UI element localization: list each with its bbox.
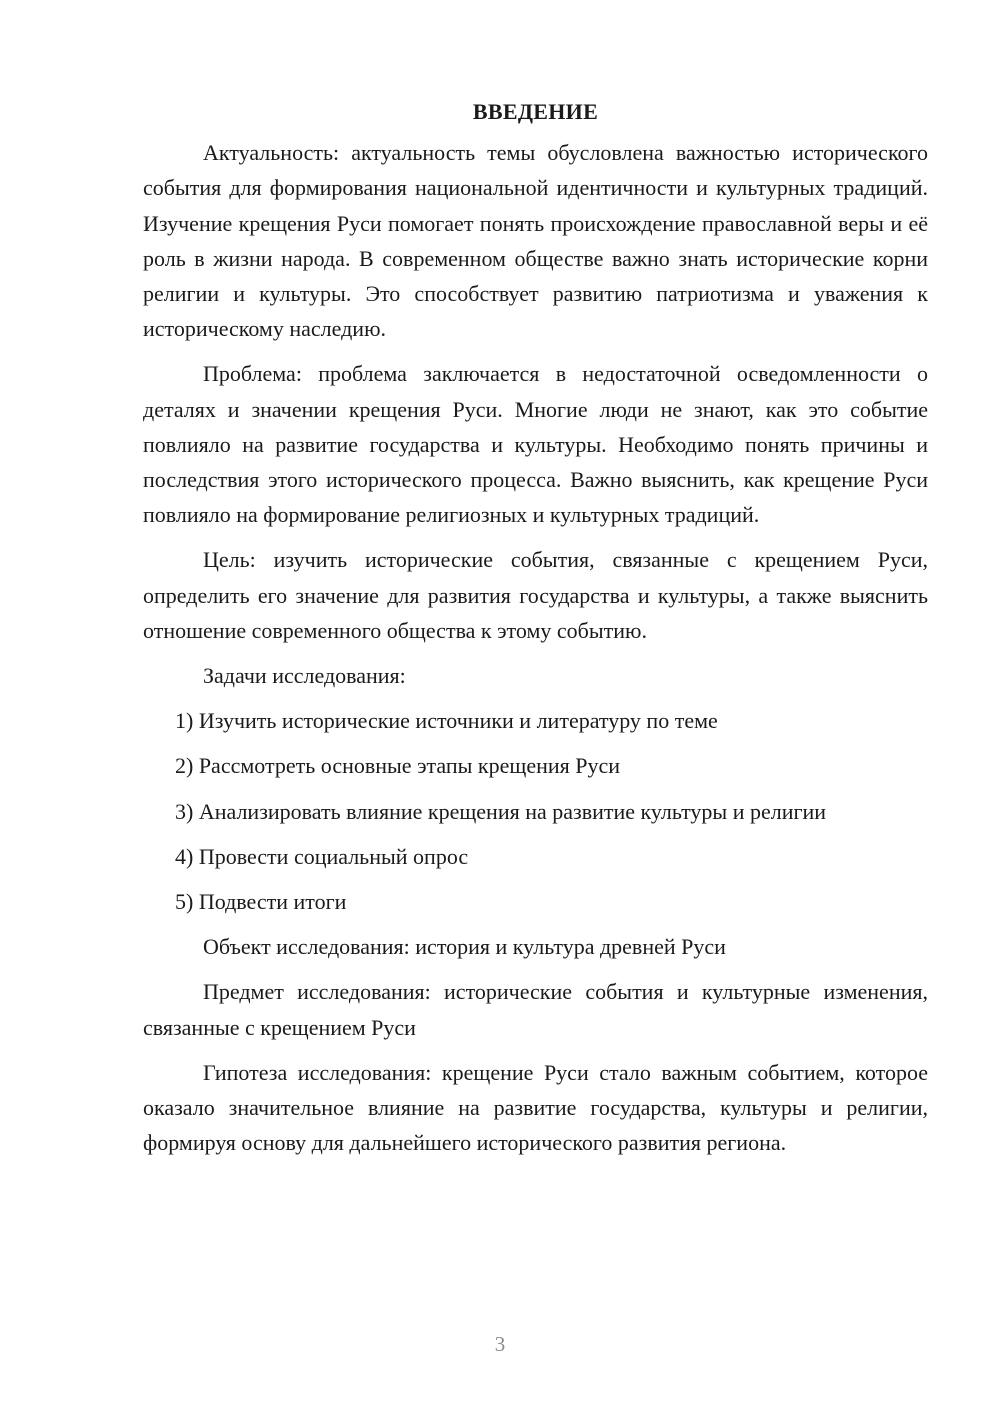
task-item-2: 2) Рассмотреть основные этапы крещения Руси xyxy=(175,753,621,779)
tasks-list xyxy=(143,703,928,919)
task-item-5: 5) Подвести итоги xyxy=(175,889,347,915)
goal-paragraph: Цель: изучить исторические события, связанные с крещением Руси, определить его значение для развития государства и культуры, а также выяснить отношение современного общества к этому событию. xyxy=(143,547,928,643)
problem-paragraph: Проблема: проблема заключается в недостаточной осведомленности о деталях и значении крещения Руси. Многие люди не знают, как это событие повлияло на развитие государства и культуры. Необходимо понять причины и последствия этого исторического процесса. Важно выяснить, как крещение Руси повлияло на формирование религиозных и культурных традиций. xyxy=(143,361,928,528)
section-title: ВВЕДЕНИЕ xyxy=(472,99,599,124)
object-paragraph: Объект исследования: история и культура древней Руси xyxy=(203,934,726,960)
tasks-heading: Задачи исследования: xyxy=(203,663,406,689)
hypothesis-paragraph: Гипотеза исследования: крещение Руси стало важным событием, которое оказало значительное влияние на развитие государства, культуры и религии, формируя основу для дальнейшего исторического развития региона. xyxy=(143,1059,928,1156)
task-item-4: 4) Провести социальный опрос xyxy=(175,843,469,869)
page-number: 3 xyxy=(494,1332,506,1356)
task-item-1: 1) Изучить исторические источники и литературу по теме xyxy=(175,708,718,734)
document-page xyxy=(143,94,928,1170)
subject-paragraph: Предмет исследования: исторические события и культурные изменения, связанные с крещением Руси xyxy=(143,979,928,1040)
task-item-3: 3) Анализировать влияние крещения на развитие культуры и религии xyxy=(175,798,827,824)
relevance-paragraph: Актуальность: актуальность темы обусловлена важностью исторического события для формирования национальной идентичности и культурных традиций. Изучение крещения Руси помогает понять происхождение православной веры и её роль в жизни народа. В современном обществе важно знать исторические корни религии и культуры. Это способствует развитию патриотизма и уважения к историческому наследию. xyxy=(143,140,928,342)
